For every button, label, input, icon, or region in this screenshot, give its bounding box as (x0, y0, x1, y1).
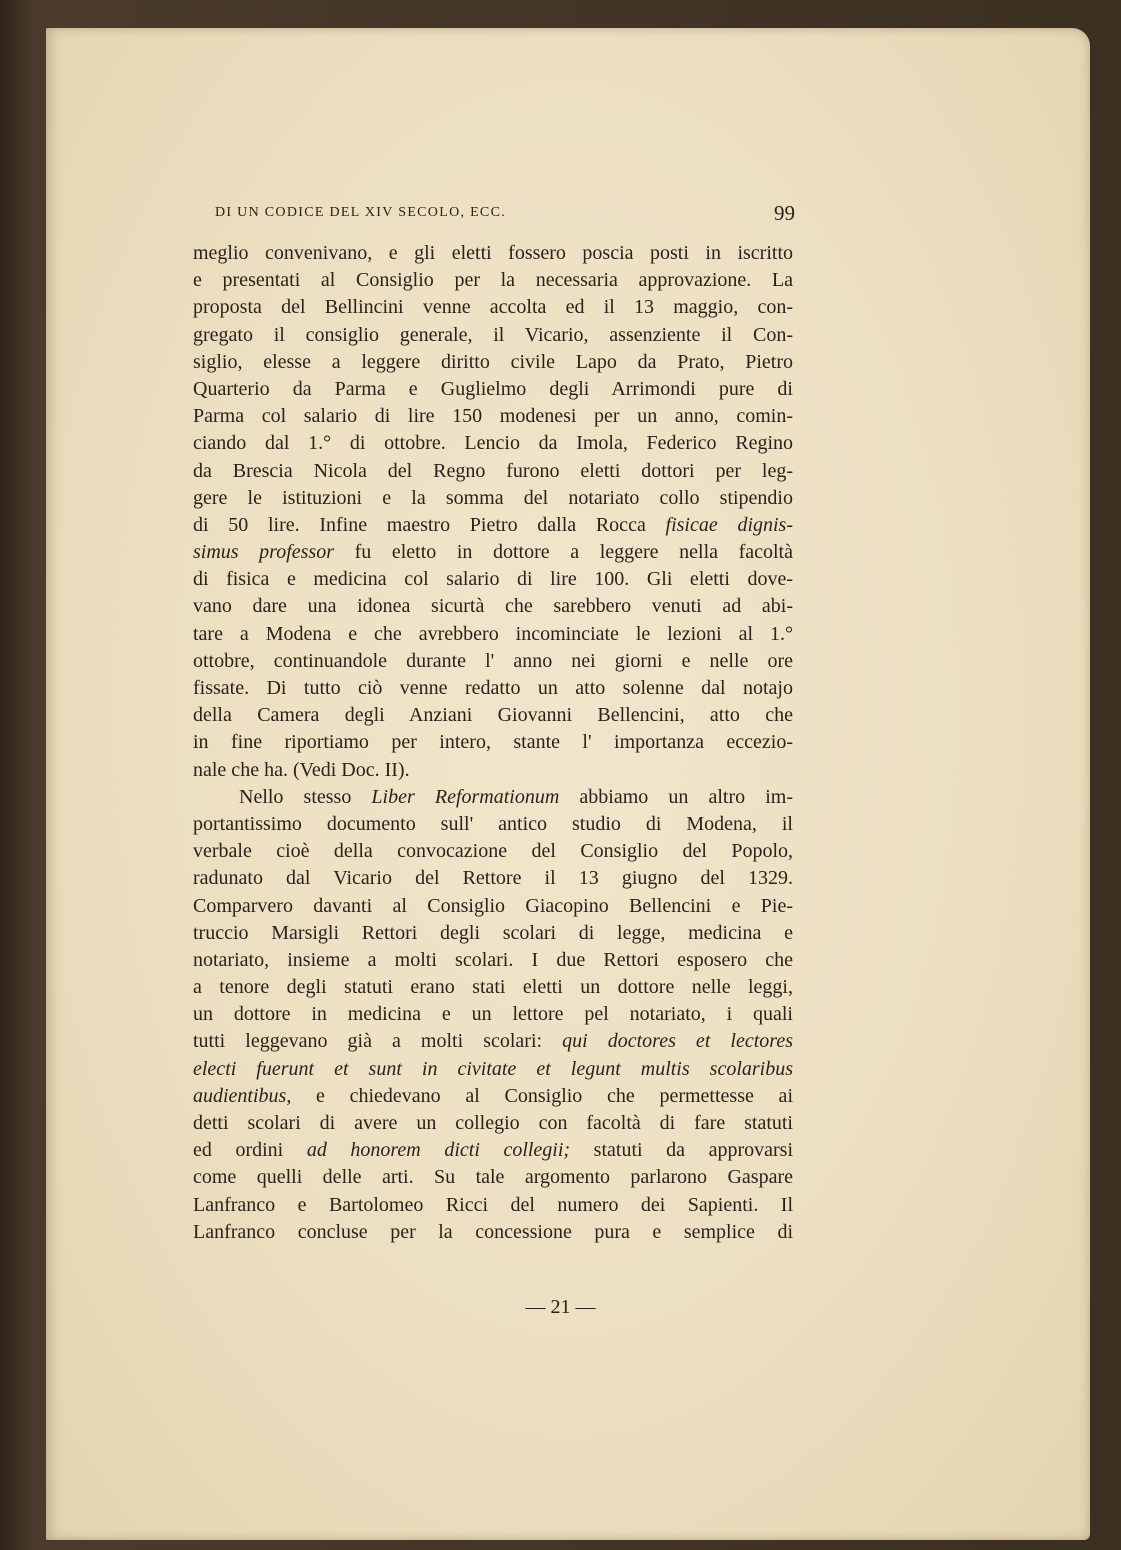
text-line (193, 757, 793, 784)
text-segment: fu eletto in dottore a leggere nella facoltà (333, 541, 793, 564)
text-line (193, 947, 793, 974)
paragraph-1 (193, 240, 793, 784)
text-segment: radunato dal Vicario del Rettore il 13 giugno del 1329. (193, 867, 793, 890)
text-line (193, 729, 793, 756)
text-segment: e chiedevano al Consiglio che permettesse ai (291, 1084, 793, 1107)
text-segment: di 50 lire. Infine maestro Pietro dalla Rocca (193, 513, 666, 536)
text-segment: come quelli delle arti. Su tale argomento parlarono Gaspare (193, 1166, 793, 1189)
italic-latin-text: ad honorem dicti collegii; (306, 1139, 571, 1162)
text-line (193, 1056, 793, 1083)
text-line (193, 240, 793, 267)
text-line (193, 458, 793, 485)
text-line (193, 539, 793, 566)
text-line (193, 865, 793, 892)
text-segment: portantissimo documento sull' antico studio di Modena, il (193, 812, 793, 835)
text-line (193, 893, 793, 920)
text-segment: Comparvero davanti al Consiglio Giacopino Bellencini e Pie- (193, 894, 793, 917)
text-segment: in fine riportiamo per intero, stante l' importanza eccezio- (193, 731, 793, 754)
text-segment: meglio convenivano, e gli eletti fossero poscia posti in iscritto (193, 242, 793, 264)
text-segment: detti scolari di avere un collegio con facoltà di fare statuti (193, 1112, 793, 1134)
text-line (193, 920, 793, 947)
text-segment: siglio, elesse a leggere diritto civile Lapo da Prato, Pietro (193, 350, 793, 373)
page-number: 99 (774, 201, 795, 225)
text-segment: ciando dal 1.° di ottobre. Lencio da Imola, Federico Regino (193, 432, 793, 455)
italic-latin-text: simus professor (193, 541, 334, 564)
italic-latin-text: audientibus, (193, 1084, 292, 1107)
text-line (193, 349, 793, 376)
text-segment: Lanfranco concluse per la concessione pura e semplice di (193, 1220, 793, 1243)
text-segment: vano dare una idonea sicurtà che sarebbero venuti ad abi- (193, 595, 793, 618)
text-segment: ed ordini (193, 1139, 307, 1162)
text-segment: di fisica e medicina col salario di lire 100. Gli eletti dove- (193, 568, 793, 591)
text-segment: truccio Marsigli Rettori degli scolari di legge, medicina e (193, 921, 793, 944)
text-segment: tare a Modena e che avrebbero incominciate le lezioni al 1.° (193, 622, 793, 645)
text-line (193, 322, 793, 349)
text-line (193, 811, 793, 838)
text-segment: verbale cioè della convocazione del Consiglio del Popolo, (193, 840, 793, 863)
text-segment: ottobre, continuandole durante l' anno nei giorni e nelle ore (193, 649, 793, 672)
text-segment: della Camera degli Anziani Giovanni Bellencini, atto che (193, 704, 793, 727)
text-line (193, 1083, 793, 1110)
text-segment: da Brescia Nicola del Regno furono eletti dottori per leg- (193, 459, 793, 482)
running-head-title: DI UN CODICE DEL XIV SECOLO, ECC. (215, 205, 507, 220)
text-line (193, 1137, 793, 1164)
text-segment: gregato il consiglio generale, il Vicario, assenziente il Con- (193, 323, 793, 346)
text-line (193, 648, 793, 675)
text-segment: statuti da approvarsi (570, 1139, 793, 1162)
text-segment: Quarterio da Parma e Guglielmo degli Arrimondi pure di (193, 377, 793, 400)
text-line (193, 485, 793, 512)
running-head (215, 203, 795, 227)
italic-latin-text: electi fuerunt et sunt in civitate et legunt multis scolaribus (193, 1057, 793, 1080)
text-segment: notariato, insieme a molti scolari. I due Rettori esposero che (193, 948, 793, 971)
text-segment: Lanfranco e Bartolomeo Ricci del numero dei Sapienti. Il (193, 1193, 793, 1216)
italic-latin-text: qui doctores et lectores (562, 1030, 793, 1053)
paragraph-2 (193, 784, 793, 1246)
signature-marker: — 21 — (525, 1296, 596, 1318)
text-line (193, 566, 793, 593)
italic-latin-text: Liber Reformationum (371, 785, 560, 808)
text-line (193, 1219, 793, 1246)
text-line (193, 702, 793, 729)
text-segment: proposta del Bellincini venne accolta ed il 13 maggio, con- (193, 296, 793, 319)
text-segment: a tenore degli statuti erano stati eletti un dottore nelle leggi, (193, 976, 793, 999)
text-segment: e presentati al Consiglio per la necessaria approvazione. La (193, 269, 793, 292)
text-line (193, 838, 793, 865)
text-line (193, 593, 793, 620)
text-line (193, 1110, 793, 1137)
text-segment: abbiamo un altro im- (559, 785, 793, 808)
text-line (193, 1164, 793, 1191)
text-line (193, 1028, 793, 1055)
text-line (193, 376, 793, 403)
text-line (193, 675, 793, 702)
text-segment: un dottore in medicina e un lettore pel notariato, i quali (193, 1003, 793, 1026)
text-line (193, 1192, 793, 1219)
text-line (193, 512, 793, 539)
text-segment: fissate. Di tutto ciò venne redatto un atto solenne dal notajo (193, 677, 793, 699)
text-line (193, 267, 793, 294)
text-line (193, 403, 793, 430)
italic-latin-text: fisicae dignis- (665, 513, 793, 536)
text-line (193, 621, 793, 648)
text-segment: tutti leggevano già a molti scolari: (193, 1030, 563, 1053)
text-segment: gere le istituzioni e la somma del notariato collo stipendio (193, 486, 793, 509)
text-segment: nale che ha. (Vedi Doc. II). (193, 758, 410, 781)
body-text (193, 240, 793, 1246)
text-segment: Parma col salario di lire 150 modenesi per un anno, comin- (193, 405, 793, 428)
text-line (193, 974, 793, 1001)
text-line (193, 294, 793, 321)
text-line (193, 784, 793, 811)
text-line (193, 430, 793, 457)
text-line (193, 1001, 793, 1028)
text-segment: Nello stesso (239, 785, 372, 808)
